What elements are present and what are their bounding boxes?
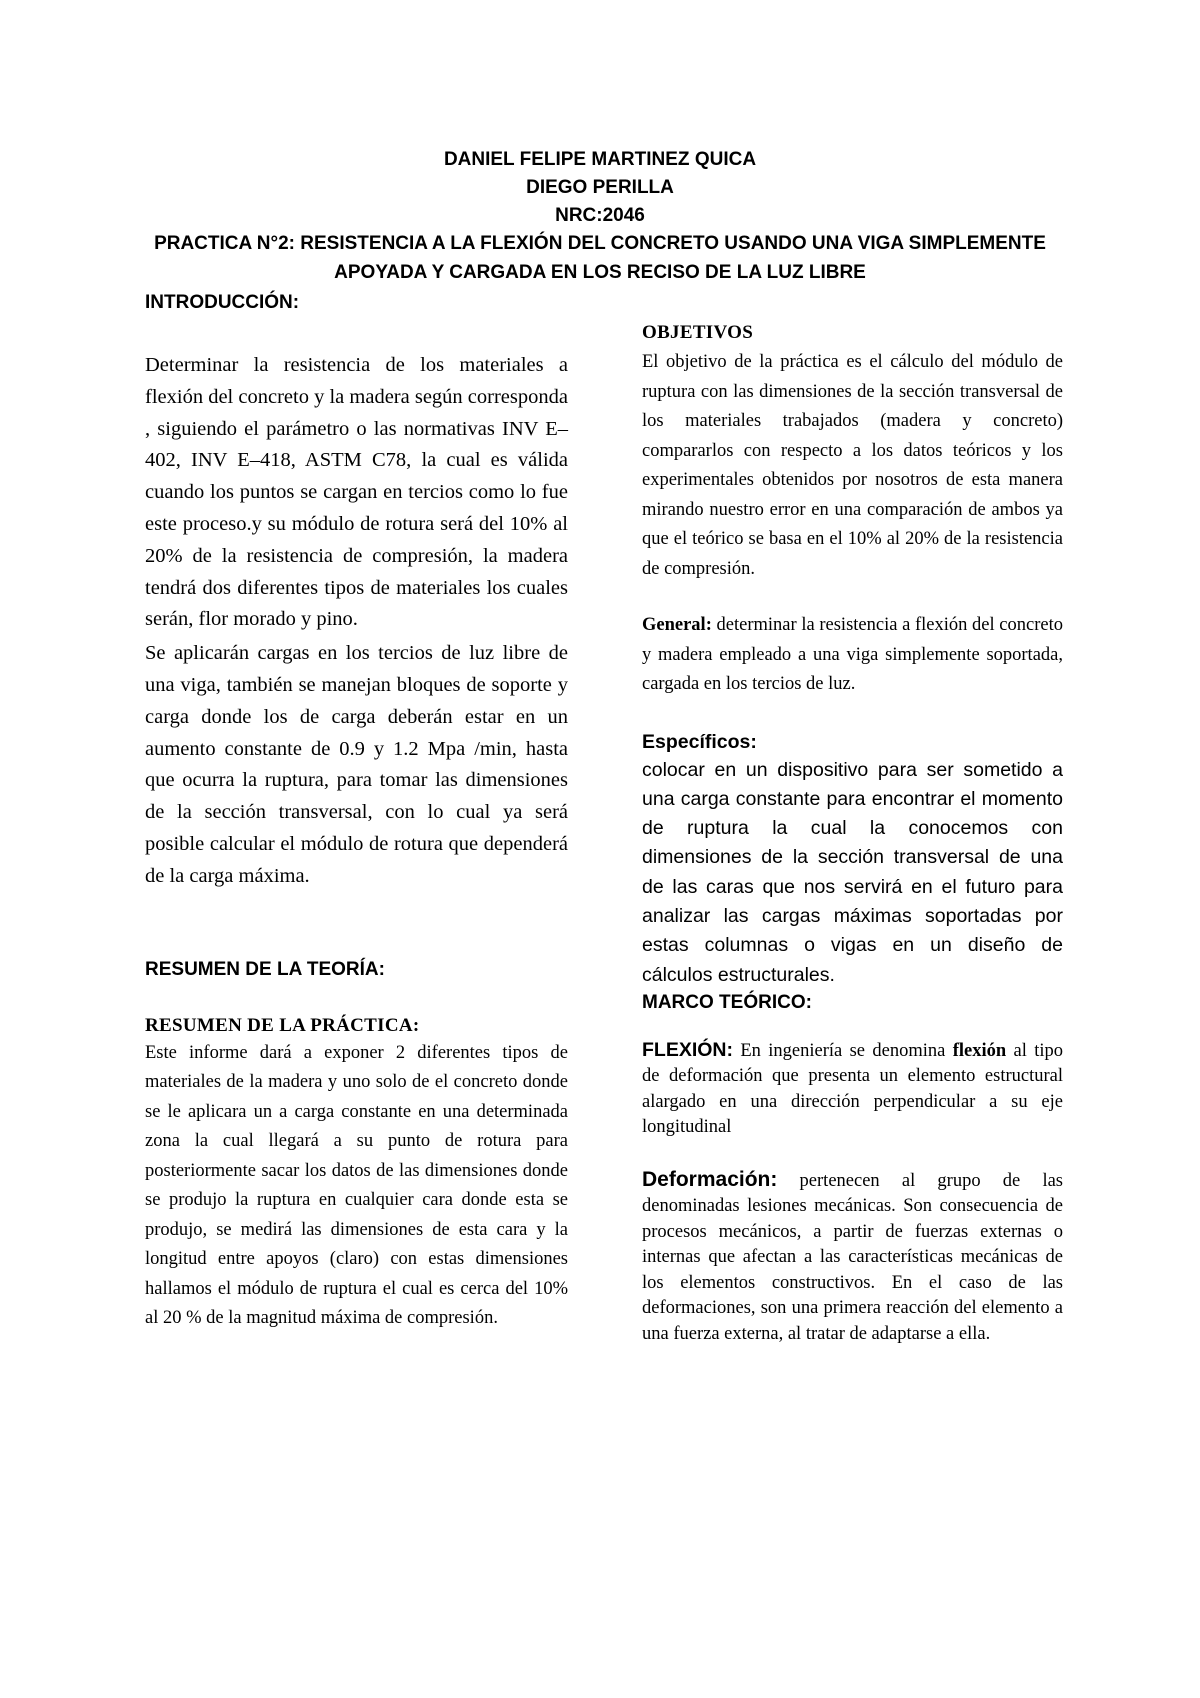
document-header [140, 146, 1060, 287]
practice-title: PRACTICA N°2: RESISTENCIA A LA FLEXIÓN DEL CONCRETO USANDO UNA VIGA SIMPLEMENTE APOYADA Y CARGADA EN LOS RECISO DE LA LUZ LIBRE [154, 233, 1046, 283]
theoretical-framework-heading: MARCO TEÓRICO: [642, 991, 812, 1013]
practice-summary-paragraph: Este informe dará a exponer 2 diferentes tipos de materiales de la madera y uno solo de el concreto donde se le aplicara un a carga constante en una determinada zona la cual llegará a su punto de rotura para posteriormente sacar los datos de las dimensiones donde se produjo la ruptura en cualquier cara donde esta se produjo, se medirá las dimensiones de esta cara y la longitud entre apoyos (claro) con estas dimensiones hallamos el módulo de ruptura el cual es cerca del 10% al 20 % de la magnitud máxima de compresión. [145, 1042, 568, 1329]
specific-objectives-heading: Específicos: [642, 730, 757, 753]
introduction-paragraph-2: Se aplicarán cargas en los tercios de luz libre de una viga, también se manejan bloques de soporte y carga donde los de carga deberán estar en un aumento constante de 0.9 y 1.2 Mpa /min, hasta que ocurra la ruptura, para tomar las dimensiones de la sección transversal, con lo cual ya será posible calcular el módulo de rotura que dependerá de la carga máxima. [145, 642, 568, 887]
author-name-1: DANIEL FELIPE MARTINEZ QUICA [443, 149, 757, 170]
nrc-code: NRC:2046 [555, 205, 645, 226]
deformation-definition [642, 1167, 1063, 1348]
introduction-heading: INTRODUCCIÓN: [145, 292, 300, 313]
general-objective [642, 611, 1063, 700]
deformation-label: Deformación: [642, 1167, 778, 1191]
right-column [642, 320, 1063, 1347]
flexion-text-2: al tipo de deformación que presenta un elemento estructural alargado en una dirección perpendicular a su eje longitudinal [642, 1040, 1063, 1138]
flexion-definition [642, 1038, 1063, 1141]
flexion-text-1: En ingeniería se denomina [733, 1040, 953, 1061]
flexion-bold-word: flexión [952, 1040, 1007, 1061]
theory-summary-heading: RESUMEN DE LA TEORÍA: [145, 958, 385, 980]
deformation-text: pertenecen al grupo de las denominadas lesiones mecánicas. Son consecuencia de procesos mecánicos, a partir de fuerzas externas o internas que afectan a las características mecánicas de los elementos constructivos. En el caso de las deformaciones, son una primera reacción del elemento a una fuerza externa, al tratar de adaptarse a ella. [642, 1170, 1063, 1344]
general-objective-text: determinar la resistencia a flexión del concreto y madera empleado a una viga simplemente soportada, cargada en los tercios de luz. [642, 615, 1063, 694]
flexion-label: FLEXIÓN: [642, 1038, 733, 1061]
introduction-paragraph-1: Determinar la resistencia de los materiales a flexión del concreto y la madera según corresponda , siguiendo el parámetro o las normativas INV E–402, INV E–418, ASTM C78, la cual es válida cuando los puntos se cargan en tercios como lo fue este proceso.y su módulo de rotura será del 10% al 20% de la resistencia de compresión, la madera tendrá dos diferentes tipos de materiales los cuales serán, flor morado y pino. [145, 354, 568, 631]
practice-summary-heading: RESUMEN DE LA PRÁCTICA: [145, 1014, 420, 1036]
objectives-paragraph: El objetivo de la práctica es el cálculo del módulo de ruptura con las dimensiones de la sección transversal de los materiales trabajados (madera y concreto) compararlos con respecto a los datos teóricos y los experimentales obtenidos por nosotros de esta manera mirando nuestro error en una comparación de ambos ya que el teórico se basa en el 10% al 20% de la resistencia de compresión. [642, 352, 1063, 579]
author-name-2: DIEGO PERILLA [526, 177, 674, 198]
specific-objectives-paragraph: colocar en un dispositivo para ser sometido a una carga constante para encontrar el momento de ruptura la cual la conocemos con dimensiones de la sección transversal de una de las caras que nos servirá en el futuro para analizar las cargas máximas soportadas por estas columnas o vigas en un diseño de cálculos estructurales. [642, 758, 1063, 986]
objectives-heading: OBJETIVOS [642, 322, 754, 343]
general-objective-label: General: [642, 615, 712, 635]
left-column [145, 290, 568, 1334]
